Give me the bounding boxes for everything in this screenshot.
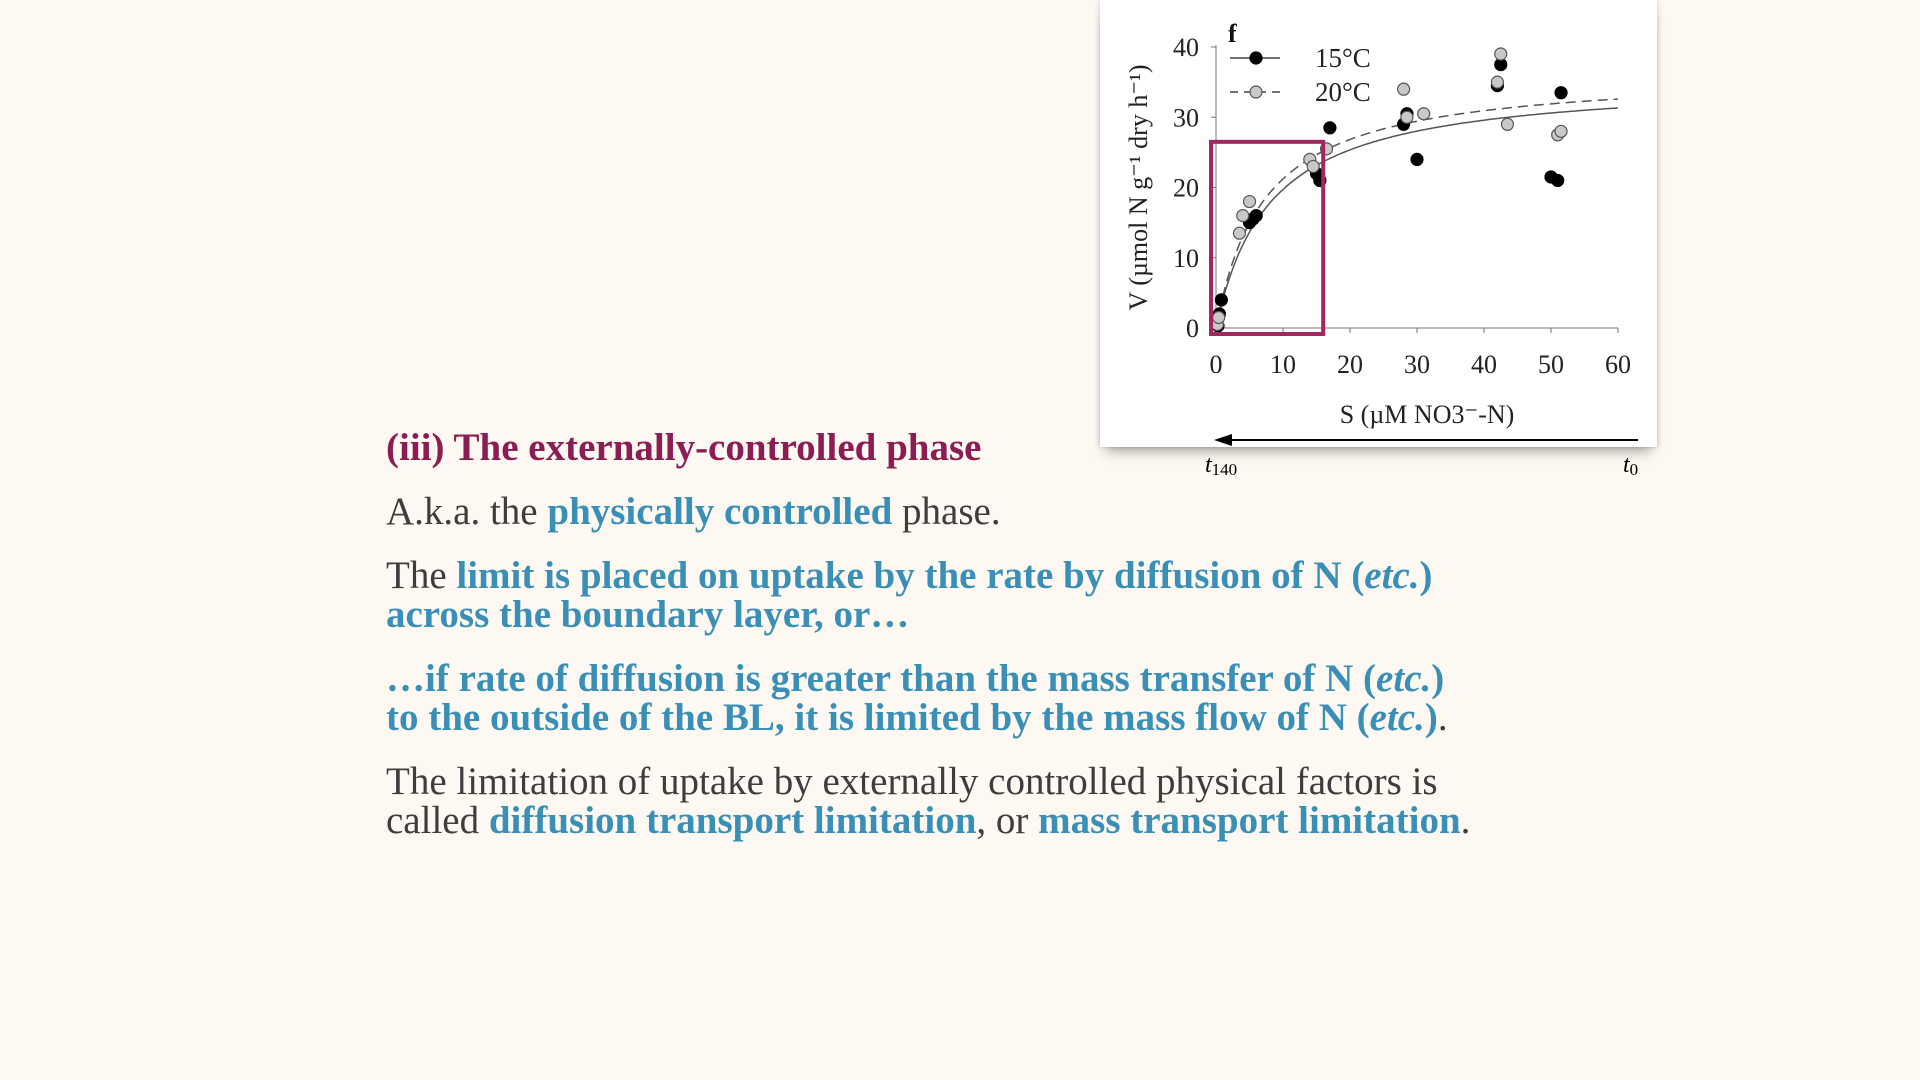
term-physically-controlled: physically controlled <box>547 490 893 533</box>
data-point-20c <box>1244 196 1256 208</box>
data-point-15c <box>1555 87 1567 99</box>
term-mass-transport-limitation: mass transport limitation <box>1038 799 1461 842</box>
data-point-20c <box>1401 111 1413 123</box>
figure-panel <box>1100 0 1657 447</box>
data-point-15c <box>1324 122 1336 134</box>
data-point-15c <box>1411 153 1423 165</box>
paragraph-mass-flow: …if rate of diffusion is greater than the mass transfer of N (etc.) to the outside of the BL, it is limited by the mass flow of N (etc.). <box>386 657 1448 739</box>
paragraph-aka: A.k.a. the physically controlled phase. <box>386 490 1001 533</box>
data-point-20c <box>1307 160 1319 172</box>
uptake-chart <box>1100 0 1657 447</box>
x-tick-label: 60 <box>1605 350 1631 379</box>
y-tick-label: 40 <box>1173 33 1199 62</box>
time-t140-label: $t_{140}$ <box>1205 452 1238 479</box>
data-point-20c <box>1495 48 1507 60</box>
data-point-15c <box>1250 210 1262 222</box>
x-tick-label: 40 <box>1471 350 1497 379</box>
y-tick-label: 0 <box>1186 314 1199 343</box>
term-diffusion-transport-limitation: diffusion transport limitation <box>488 799 977 842</box>
y-axis-label: V (µmol N g⁻¹ dry h⁻¹) <box>1124 64 1153 311</box>
legend-label: 20°C <box>1315 77 1371 107</box>
data-point-20c <box>1233 227 1245 239</box>
data-point-20c <box>1501 118 1513 130</box>
y-tick-label: 20 <box>1173 173 1199 203</box>
x-tick-label: 30 <box>1404 350 1430 379</box>
legend-marker-15c <box>1250 52 1262 64</box>
legend-marker-20c <box>1250 86 1262 98</box>
x-tick-label: 0 <box>1209 350 1223 379</box>
y-tick-label: 10 <box>1173 243 1199 273</box>
data-point-20c <box>1555 125 1567 137</box>
x-axis-label: S (µM NO3⁻-N) <box>1339 400 1515 429</box>
data-point-20c <box>1418 108 1430 120</box>
section-heading: (iii) The externally-controlled phase <box>386 426 982 469</box>
data-point-20c <box>1213 311 1225 323</box>
x-tick-label: 50 <box>1538 350 1564 379</box>
legend-label: 15°C <box>1315 43 1371 73</box>
data-point-15c <box>1552 174 1564 186</box>
data-point-20c <box>1398 83 1410 95</box>
slide-text <box>386 424 1639 865</box>
paragraph-transport-limitation: The limitation of uptake by externally controlled physical factors is called diffusion transport limitation, or mass transport limitation. <box>386 760 1471 842</box>
time-t0-label: $t_0$ <box>1623 452 1639 479</box>
paragraph-diffusion-limit: The limit is placed on uptake by the rate by diffusion of N (etc.) across the boundary layer, or… <box>386 554 1433 636</box>
y-tick-label: 30 <box>1173 103 1199 133</box>
x-tick-label: 20 <box>1337 350 1363 379</box>
x-tick-label: 10 <box>1270 350 1296 379</box>
panel-label: f <box>1228 19 1237 48</box>
data-point-20c <box>1237 210 1249 222</box>
data-point-20c <box>1491 76 1503 88</box>
data-point-15c <box>1215 294 1227 306</box>
